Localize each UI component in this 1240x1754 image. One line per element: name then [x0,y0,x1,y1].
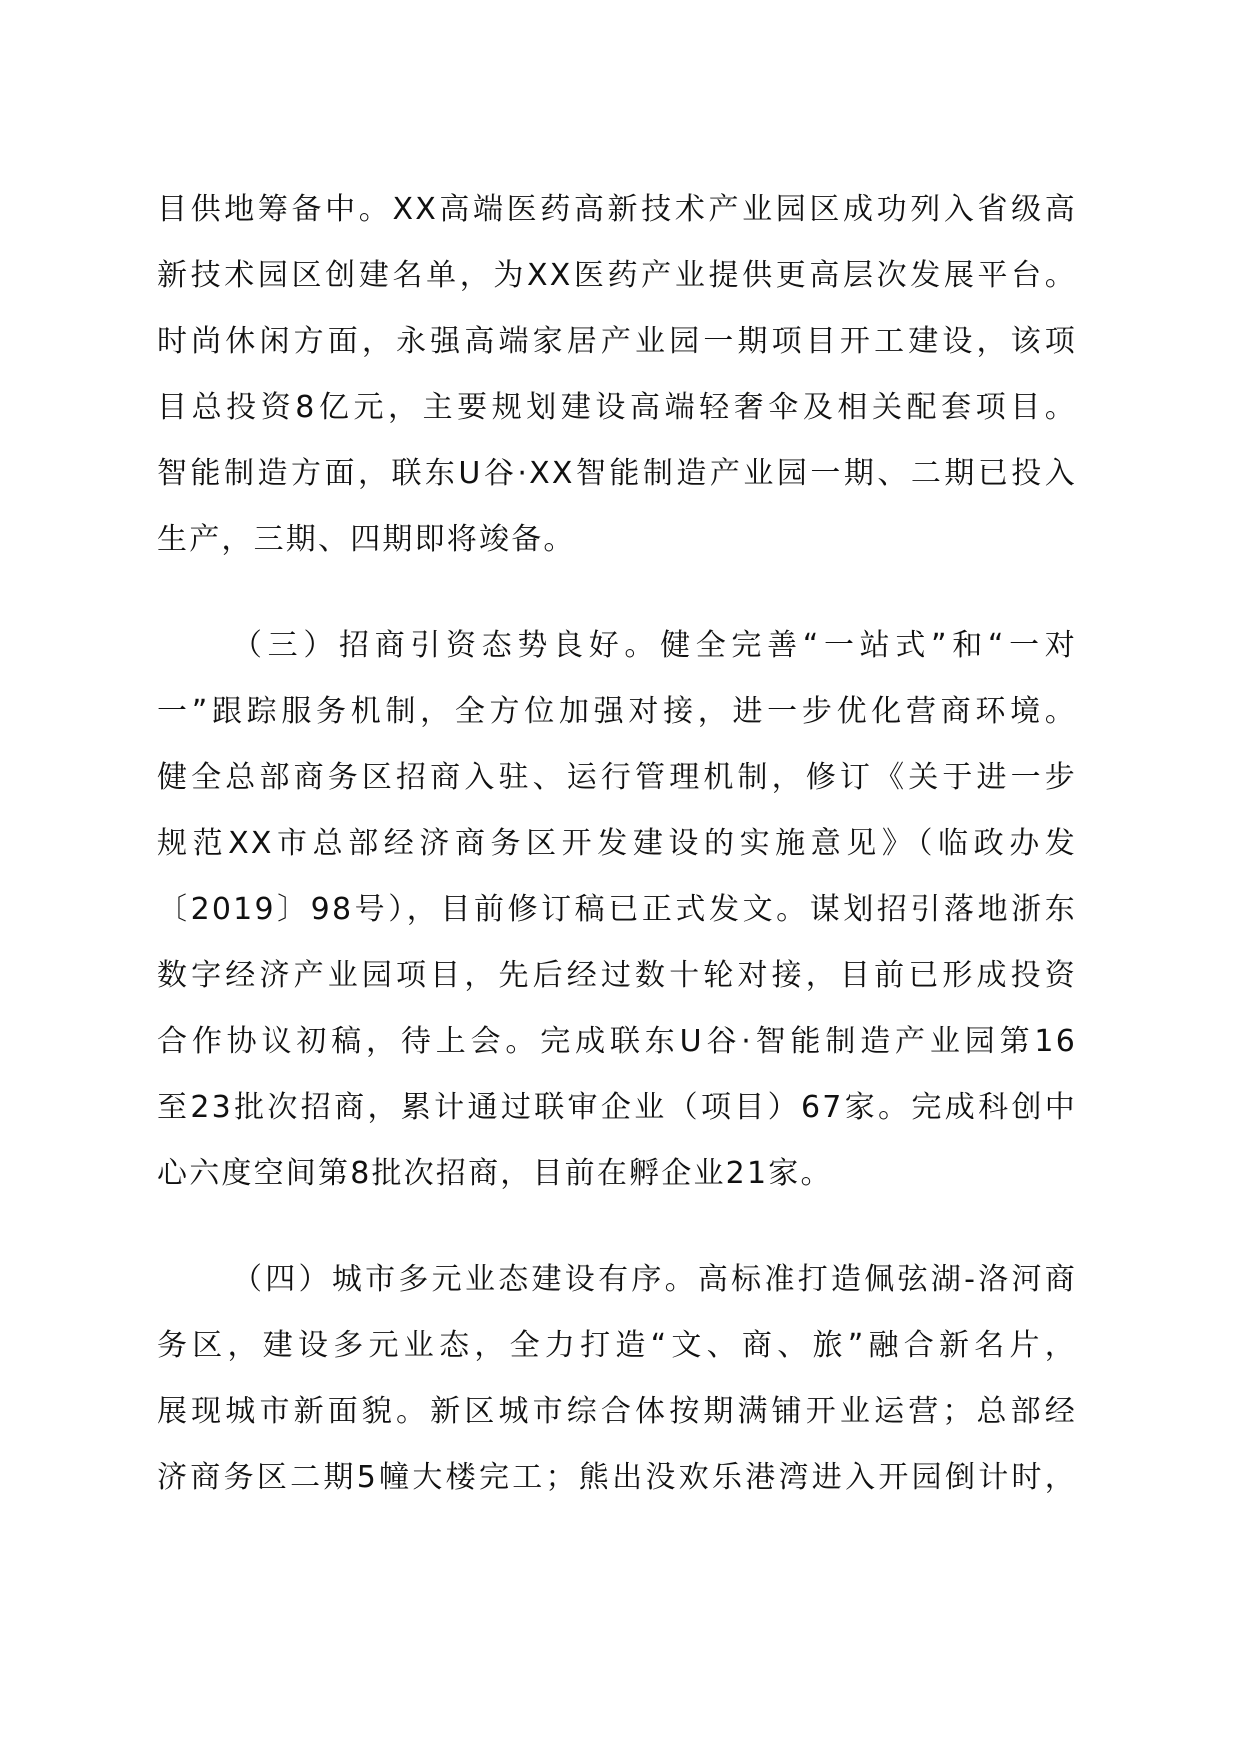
text-line: （四）城市多元业态建设有序。高标准打造佩弦湖-洛河商 [232,1262,1077,1297]
text-line: 一”跟踪服务机制，全方位加强对接，进一步优化营商环境。 [157,694,1077,729]
text-line: 至23批次招商，累计通过联审企业（项目）67家。完成科创中 [157,1090,1077,1125]
text-line: 健全总部商务区招商入驻、运行管理机制，修订《关于进一步 [157,760,1077,795]
text-line: 心六度空间第8批次招商，目前在孵企业21家。 [157,1156,833,1191]
text-line: 目总投资8亿元，主要规划建设高端轻奢伞及相关配套项目。 [157,390,1077,425]
text-line: 目供地筹备中。XX高端医药高新技术产业园区成功列入省级高 [157,192,1077,227]
text-line: 生产，三期、四期即将竣备。 [157,522,576,557]
text-line: 展现城市新面貌。新区城市综合体按期满铺开业运营；总部经 [157,1394,1077,1429]
text-line: 〔2019〕98号），目前修订稿已正式发文。谋划招引落地浙东 [157,892,1077,927]
text-line: 时尚休闲方面，永强高端家居产业园一期项目开工建设，该项 [157,324,1077,359]
text-line: 务区，建设多元业态，全力打造“文、商、旅”融合新名片， [157,1328,1077,1363]
text-line: 规范XX市总部经济商务区开发建设的实施意见》（临政办发 [157,826,1077,861]
text-line: 合作协议初稿，待上会。完成联东U谷·智能制造产业园第16 [157,1024,1077,1059]
text-line: 新技术园区创建名单，为XX医药产业提供更高层次发展平台。 [157,258,1077,293]
text-line: 智能制造方面，联东U谷·XX智能制造产业园一期、二期已投入 [157,456,1077,491]
text-line: （三）招商引资态势良好。健全完善“一站式”和“一对 [232,628,1077,663]
text-line: 数字经济产业园项目，先后经过数十轮对接，目前已形成投资 [157,958,1077,993]
text-line: 济商务区二期5幢大楼完工；熊出没欢乐港湾进入开园倒计时， [157,1460,1077,1495]
